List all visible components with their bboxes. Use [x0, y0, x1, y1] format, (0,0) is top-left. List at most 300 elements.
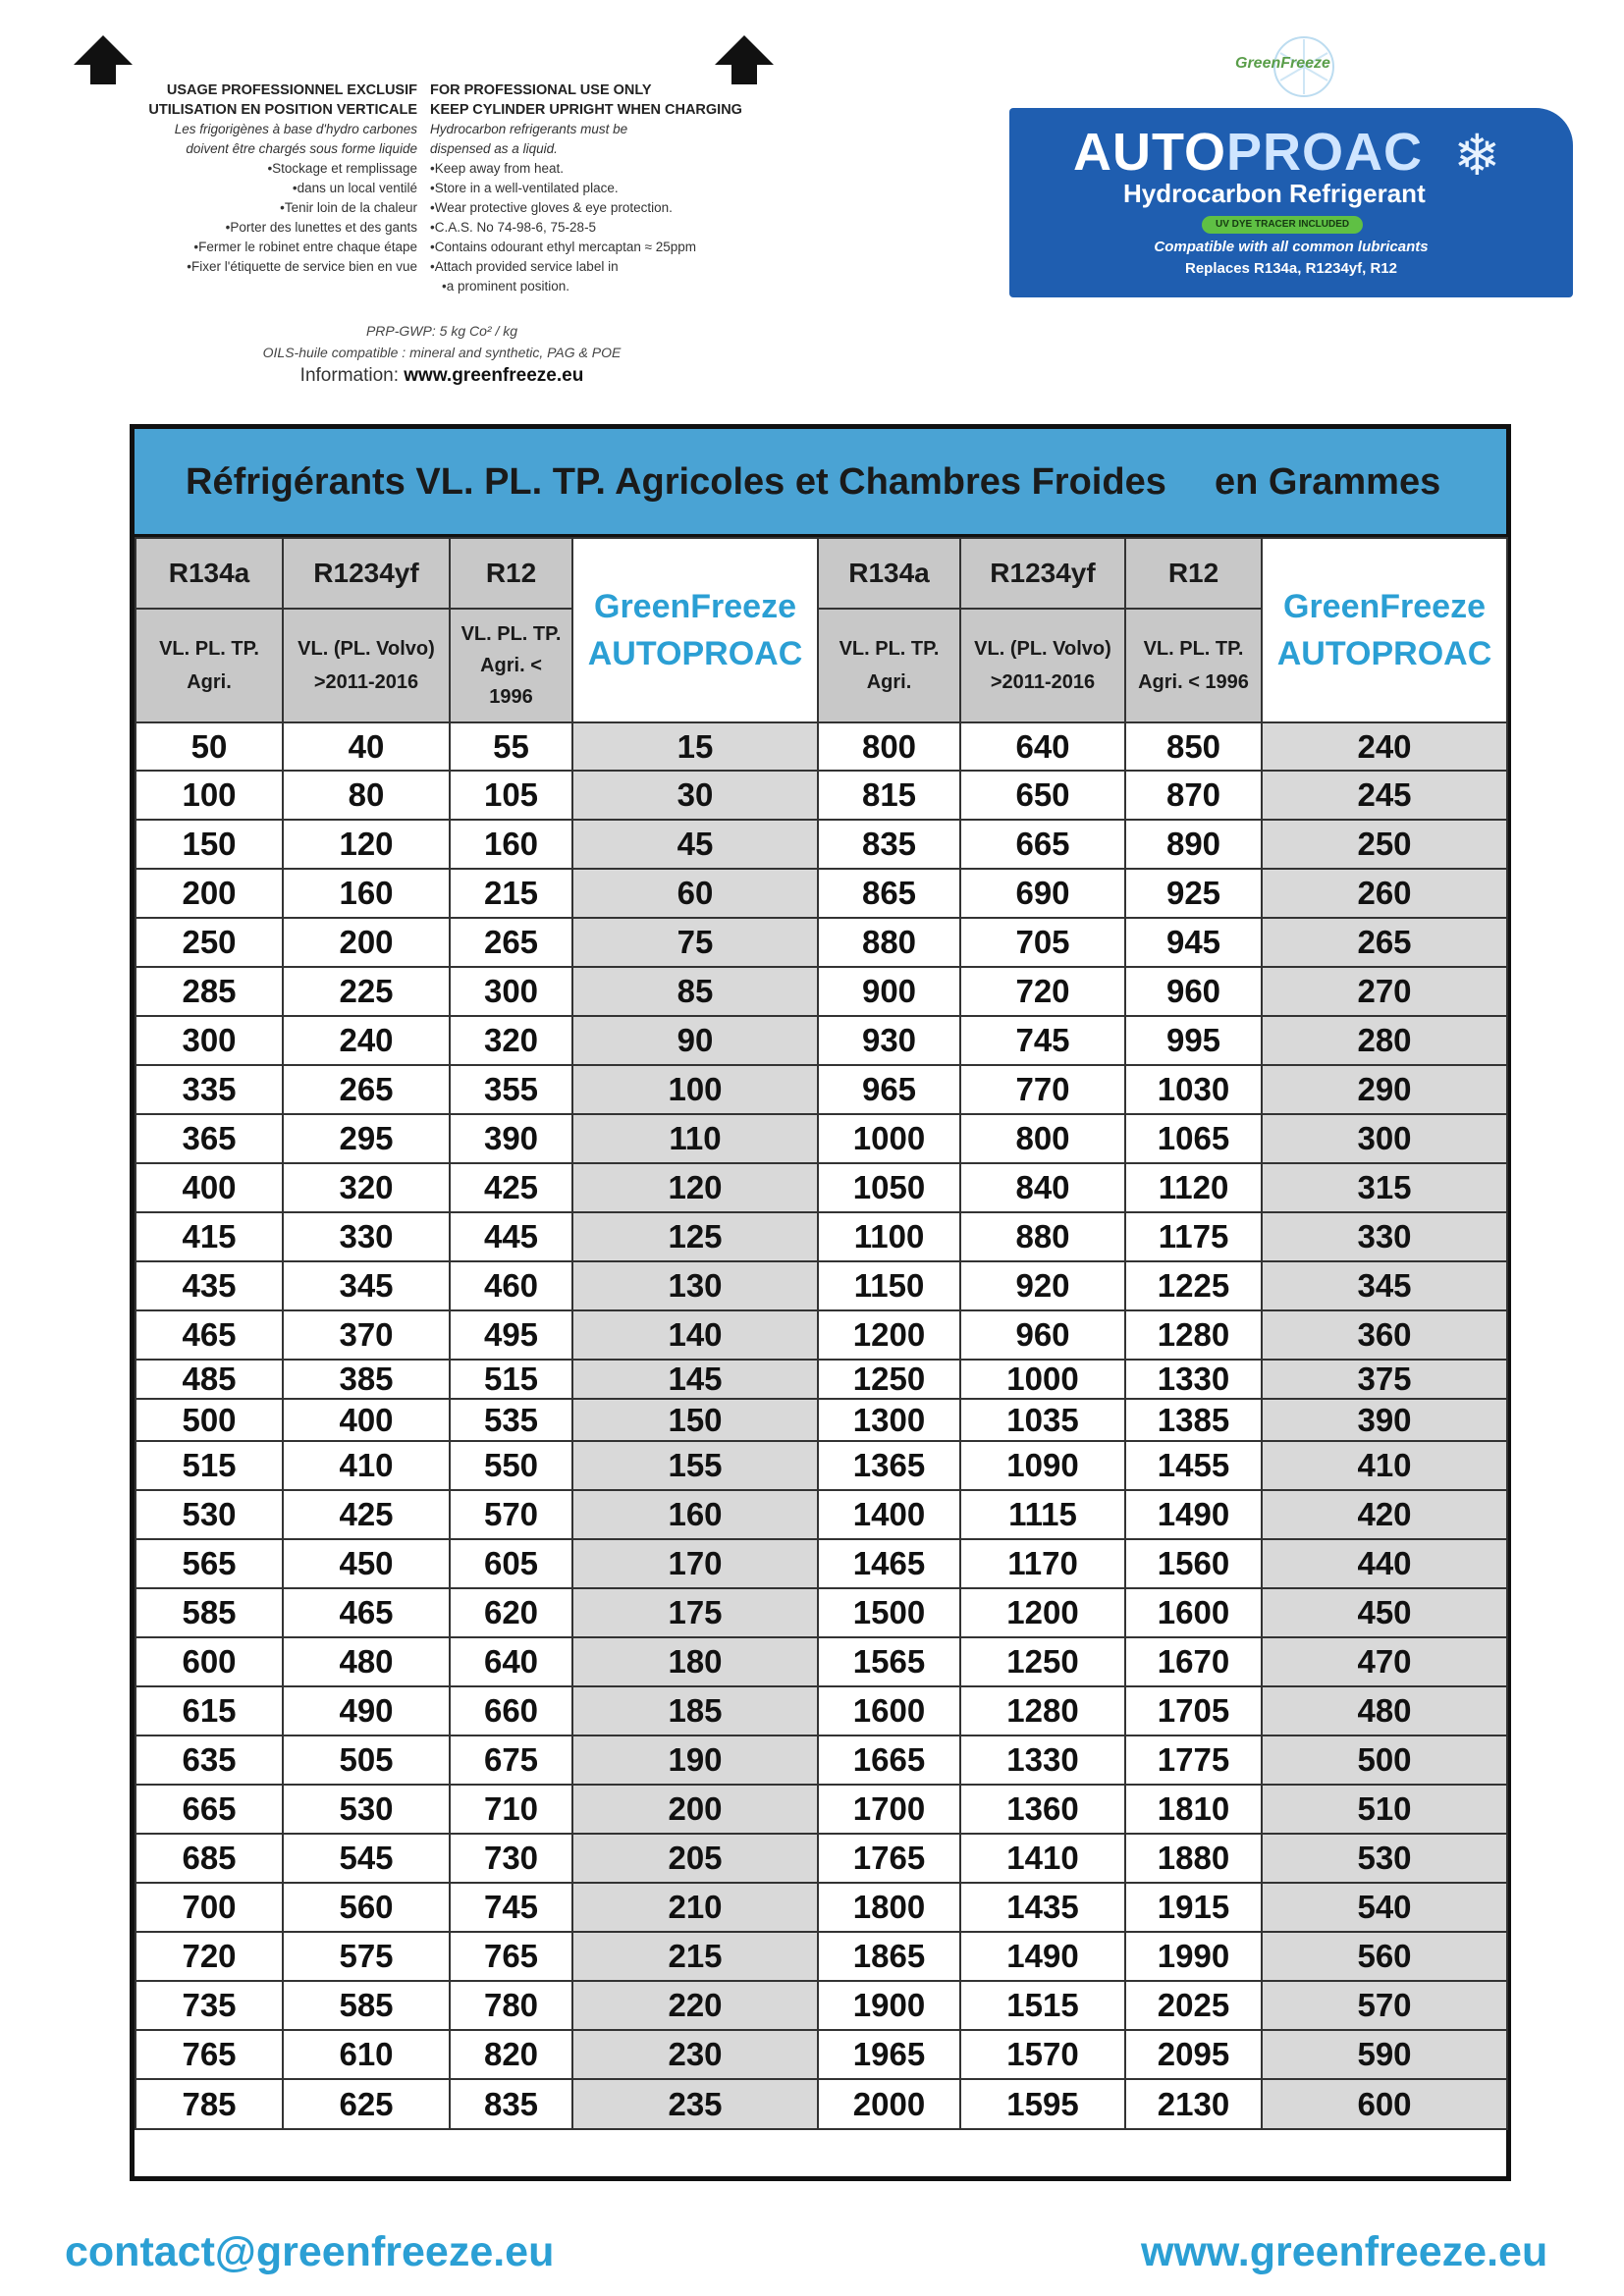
table-cell: 505 — [283, 1735, 450, 1785]
table-cell: 1000 — [960, 1360, 1125, 1399]
usage-header — [960, 609, 1125, 722]
table-cell: 1280 — [1125, 1310, 1262, 1360]
table-cell: 2095 — [1125, 2030, 1262, 2079]
table-cell: 1200 — [960, 1588, 1125, 1637]
table-cell: 120 — [283, 820, 450, 869]
table-cell: 410 — [283, 1441, 450, 1490]
table-cell: 50 — [135, 722, 283, 771]
table-cell: 125 — [572, 1212, 818, 1261]
logo-text: GreenFreeze — [1235, 55, 1330, 72]
table-cell: 285 — [135, 967, 283, 1016]
usage-line: VL. PL. TP. — [839, 638, 940, 660]
table-row — [135, 1686, 1507, 1735]
table-cell: 1595 — [960, 2079, 1125, 2129]
en-bullet: • C.A.S. No 74-98-6, 75-28-5 — [430, 218, 784, 238]
usage-line: VL. PL. TP. — [460, 623, 562, 645]
table-cell: 425 — [283, 1490, 450, 1539]
fr-intro-2: doivent être chargés sous forme liquide — [186, 141, 417, 156]
table-cell: 2025 — [1125, 1981, 1262, 2030]
table-cell: 820 — [450, 2030, 572, 2079]
table-row — [135, 1360, 1507, 1399]
table-row — [135, 2030, 1507, 2079]
table-cell: 1990 — [1125, 1932, 1262, 1981]
table-cell: 605 — [450, 1539, 572, 1588]
usage-header — [450, 609, 572, 722]
table-title-unit: en Grammes — [1215, 461, 1441, 503]
table-cell: 1700 — [818, 1785, 960, 1834]
table-cell: 570 — [1262, 1981, 1507, 2030]
table-cell: 1360 — [960, 1785, 1125, 1834]
column-header: R1234yf — [283, 538, 450, 609]
table-cell: 250 — [1262, 820, 1507, 869]
table-row — [135, 1310, 1507, 1360]
label-english-column — [430, 80, 784, 296]
table-cell: 930 — [818, 1016, 960, 1065]
table-cell: 420 — [1262, 1490, 1507, 1539]
prp-gwp-note — [196, 320, 687, 363]
column-header: R12 — [1125, 538, 1262, 609]
table-cell: 1490 — [960, 1932, 1125, 1981]
fr-bullet-list — [98, 159, 417, 277]
table-row — [135, 1932, 1507, 1981]
table-cell: 60 — [572, 869, 818, 918]
table-cell: 1800 — [818, 1883, 960, 1932]
en-bullet-continued: • a prominent position. — [430, 277, 784, 296]
table-cell: 530 — [283, 1785, 450, 1834]
fr-bullet: • Fixer l'étiquette de service bien en vue — [98, 257, 417, 277]
table-row — [135, 1114, 1507, 1163]
table-cell: 40 — [283, 722, 450, 771]
table-cell: 210 — [572, 1883, 818, 1932]
table-cell: 1300 — [818, 1399, 960, 1441]
table-cell: 850 — [1125, 722, 1262, 771]
table-cell: 2130 — [1125, 2079, 1262, 2129]
table-cell: 700 — [135, 1883, 283, 1932]
table-cell: 355 — [450, 1065, 572, 1114]
table-cell: 55 — [450, 722, 572, 771]
table-row — [135, 1016, 1507, 1065]
table-cell: 215 — [572, 1932, 818, 1981]
usage-line: Agri. < 1996 — [1138, 671, 1249, 693]
table-cell: 1455 — [1125, 1441, 1262, 1490]
table-cell: 1900 — [818, 1981, 960, 2030]
table-cell: 330 — [1262, 1212, 1507, 1261]
column-header: R12 — [450, 538, 572, 609]
table-cell: 105 — [450, 771, 572, 820]
table-row — [135, 1163, 1507, 1212]
info-url: www.greenfreeze.eu — [404, 365, 584, 386]
table-cell: 290 — [1262, 1065, 1507, 1114]
table-cell: 100 — [135, 771, 283, 820]
column-header: R1234yf — [960, 538, 1125, 609]
table-cell: 300 — [1262, 1114, 1507, 1163]
charge-table — [135, 537, 1508, 2130]
table-cell: 1705 — [1125, 1686, 1262, 1735]
table-cell: 1810 — [1125, 1785, 1262, 1834]
fr-bullet: • Stockage et remplissage — [98, 159, 417, 179]
table-row — [135, 918, 1507, 967]
table-cell: 390 — [450, 1114, 572, 1163]
table-cell: 735 — [135, 1981, 283, 2030]
table-cell: 530 — [1262, 1834, 1507, 1883]
table-cell: 190 — [572, 1735, 818, 1785]
table-cell: 295 — [283, 1114, 450, 1163]
table-cell: 345 — [283, 1261, 450, 1310]
table-cell: 160 — [572, 1490, 818, 1539]
table-row — [135, 1212, 1507, 1261]
table-cell: 1965 — [818, 2030, 960, 2079]
table-row — [135, 1399, 1507, 1441]
table-cell: 575 — [283, 1932, 450, 1981]
table-cell: 785 — [135, 2079, 283, 2129]
table-cell: 80 — [283, 771, 450, 820]
table-cell: 1120 — [1125, 1163, 1262, 1212]
table-cell: 1565 — [818, 1637, 960, 1686]
table-cell: 650 — [960, 771, 1125, 820]
table-cell: 185 — [572, 1686, 818, 1735]
table-row — [135, 1785, 1507, 1834]
fr-bullet: • Tenir loin de la chaleur — [98, 198, 417, 218]
table-cell: 400 — [283, 1399, 450, 1441]
fr-bullet: • Fermer le robinet entre chaque étape — [98, 238, 417, 257]
table-cell: 180 — [572, 1637, 818, 1686]
table-row — [135, 1834, 1507, 1883]
table-cell: 1200 — [818, 1310, 960, 1360]
uv-dye-pill: UV DYE TRACER INCLUDED — [1202, 216, 1363, 234]
table-cell: 1410 — [960, 1834, 1125, 1883]
table-cell: 120 — [572, 1163, 818, 1212]
table-cell: 640 — [450, 1637, 572, 1686]
autoproac-column-header — [1262, 538, 1507, 722]
table-cell: 1250 — [960, 1637, 1125, 1686]
table-cell: 225 — [283, 967, 450, 1016]
table-cell: 510 — [1262, 1785, 1507, 1834]
table-cell: 280 — [1262, 1016, 1507, 1065]
table-cell: 535 — [450, 1399, 572, 1441]
table-cell: 1600 — [1125, 1588, 1262, 1637]
table-cell: 960 — [1125, 967, 1262, 1016]
table-cell: 175 — [572, 1588, 818, 1637]
table-cell: 1600 — [818, 1686, 960, 1735]
table-cell: 460 — [450, 1261, 572, 1310]
table-cell: 450 — [283, 1539, 450, 1588]
table-cell: 200 — [135, 869, 283, 918]
table-row — [135, 1065, 1507, 1114]
table-cell: 1385 — [1125, 1399, 1262, 1441]
table-cell: 835 — [450, 2079, 572, 2129]
table-cell: 640 — [960, 722, 1125, 771]
table-cell: 745 — [450, 1883, 572, 1932]
table-cell: 600 — [135, 1637, 283, 1686]
badge-compat-text: Compatible with all common lubricants — [1154, 239, 1429, 255]
usage-line: >2011-2016 — [990, 671, 1096, 693]
table-cell: 425 — [450, 1163, 572, 1212]
contact-email[interactable]: contact@greenfreeze.eu — [65, 2228, 555, 2275]
table-cell: 240 — [1262, 722, 1507, 771]
prp-text: PRP-GWP: 5 kg Co² / kg — [365, 323, 518, 339]
table-cell: 515 — [450, 1360, 572, 1399]
badge-replaces-text: Replaces R134a, R1234yf, R12 — [1185, 260, 1397, 277]
table-cell: 945 — [1125, 918, 1262, 967]
table-cell: 265 — [283, 1065, 450, 1114]
gas-header-row — [135, 538, 1507, 609]
table-cell: 800 — [818, 722, 960, 771]
table-cell: 1000 — [818, 1114, 960, 1163]
table-row — [135, 1637, 1507, 1686]
table-cell: 690 — [960, 869, 1125, 918]
table-cell: 480 — [1262, 1686, 1507, 1735]
table-cell: 1915 — [1125, 1883, 1262, 1932]
table-cell: 1115 — [960, 1490, 1125, 1539]
table-cell: 375 — [1262, 1360, 1507, 1399]
table-cell: 235 — [572, 2079, 818, 2129]
table-cell: 730 — [450, 1834, 572, 1883]
table-cell: 720 — [960, 967, 1125, 1016]
usage-line: Agri. — [187, 671, 232, 693]
table-cell: 15 — [572, 722, 818, 771]
table-cell: 1670 — [1125, 1637, 1262, 1686]
table-cell: 960 — [960, 1310, 1125, 1360]
table-cell: 1225 — [1125, 1261, 1262, 1310]
table-cell: 1175 — [1125, 1212, 1262, 1261]
table-cell: 360 — [1262, 1310, 1507, 1360]
fr-heading-1: USAGE PROFESSIONNEL EXCLUSIF — [166, 82, 417, 98]
table-cell: 1500 — [818, 1588, 960, 1637]
autoproac-badge — [1009, 108, 1573, 297]
table-cell: 995 — [1125, 1016, 1262, 1065]
table-cell: 200 — [283, 918, 450, 967]
table-cell: 1250 — [818, 1360, 960, 1399]
table-cell: 75 — [572, 918, 818, 967]
table-row — [135, 771, 1507, 820]
website-link[interactable]: www.greenfreeze.eu — [1141, 2228, 1548, 2275]
table-cell: 1665 — [818, 1735, 960, 1785]
table-cell: 1100 — [818, 1212, 960, 1261]
table-cell: 320 — [283, 1163, 450, 1212]
table-cell: 665 — [135, 1785, 283, 1834]
table-cell: 500 — [135, 1399, 283, 1441]
table-cell: 2000 — [818, 2079, 960, 2129]
table-cell: 840 — [960, 1163, 1125, 1212]
greenfreeze-logo — [1206, 27, 1373, 106]
table-cell: 320 — [450, 1016, 572, 1065]
table-cell: 435 — [135, 1261, 283, 1310]
table-cell: 1435 — [960, 1883, 1125, 1932]
table-cell: 1400 — [818, 1490, 960, 1539]
table-cell: 765 — [135, 2030, 283, 2079]
table-row — [135, 1588, 1507, 1637]
table-cell: 300 — [135, 1016, 283, 1065]
table-cell: 710 — [450, 1785, 572, 1834]
usage-header — [135, 609, 283, 722]
table-cell: 660 — [450, 1686, 572, 1735]
snowflake-icon: ❄ — [1453, 124, 1501, 187]
table-cell: 315 — [1262, 1163, 1507, 1212]
fr-bullet: • Porter des lunettes et des gants — [98, 218, 417, 238]
table-cell: 1280 — [960, 1686, 1125, 1735]
table-cell: 400 — [135, 1163, 283, 1212]
table-cell: 1365 — [818, 1441, 960, 1490]
label-french-column — [98, 80, 417, 277]
table-cell: 30 — [572, 771, 818, 820]
table-cell: 620 — [450, 1588, 572, 1637]
table-cell: 745 — [960, 1016, 1125, 1065]
table-cell: 1865 — [818, 1932, 960, 1981]
table-cell: 150 — [572, 1399, 818, 1441]
table-cell: 250 — [135, 918, 283, 967]
table-cell: 800 — [960, 1114, 1125, 1163]
table-cell: 160 — [450, 820, 572, 869]
table-cell: 880 — [818, 918, 960, 967]
table-cell: 585 — [135, 1588, 283, 1637]
table-cell: 260 — [1262, 869, 1507, 918]
table-cell: 615 — [135, 1686, 283, 1735]
table-cell: 1570 — [960, 2030, 1125, 2079]
table-row — [135, 820, 1507, 869]
usage-line: VL. PL. TP. — [1143, 638, 1244, 660]
oils-text: OILS-huile compatible : mineral and synthetic, PAG & POE — [262, 345, 622, 360]
table-cell: 550 — [450, 1441, 572, 1490]
refrigerant-table — [130, 424, 1511, 2181]
table-cell: 445 — [450, 1212, 572, 1261]
table-cell: 1880 — [1125, 1834, 1262, 1883]
table-cell: 265 — [450, 918, 572, 967]
table-cell: 200 — [572, 1785, 818, 1834]
fr-bullet-continued: • dans un local ventilé — [98, 179, 417, 198]
en-heading-1: FOR PROFESSIONAL USE ONLY — [430, 82, 652, 98]
table-cell: 530 — [135, 1490, 283, 1539]
table-cell: 705 — [960, 918, 1125, 967]
table-cell: 865 — [818, 869, 960, 918]
badge-title-light: PROAC — [1226, 123, 1424, 182]
table-cell: 265 — [1262, 918, 1507, 967]
table-row — [135, 869, 1507, 918]
table-cell: 665 — [960, 820, 1125, 869]
table-cell: 925 — [1125, 869, 1262, 918]
table-title-bar — [135, 429, 1506, 537]
table-cell: 1090 — [960, 1441, 1125, 1490]
table-cell: 440 — [1262, 1539, 1507, 1588]
usage-line: 1996 — [489, 686, 533, 708]
table-cell: 600 — [1262, 2079, 1507, 2129]
table-cell: 515 — [135, 1441, 283, 1490]
table-cell: 1330 — [960, 1735, 1125, 1785]
fr-intro-1: Les frigorigènes à base d'hydro carbones — [174, 122, 417, 136]
table-cell: 720 — [135, 1932, 283, 1981]
table-cell: 130 — [572, 1261, 818, 1310]
en-intro-2: dispensed as a liquid. — [430, 141, 558, 156]
table-cell: 160 — [283, 869, 450, 918]
brand-header-line: AUTOPROAC — [587, 635, 803, 672]
table-cell: 410 — [1262, 1441, 1507, 1490]
table-cell: 450 — [1262, 1588, 1507, 1637]
info-prefix: Information: — [299, 365, 399, 386]
en-bullet: • Contains odourant ethyl mercaptan ≈ 25ppm — [430, 238, 784, 257]
table-row — [135, 1883, 1507, 1932]
table-cell: 675 — [450, 1735, 572, 1785]
table-cell: 880 — [960, 1212, 1125, 1261]
table-title: Réfrigérants VL. PL. TP. Agricoles et Chambres Froides — [186, 461, 1166, 503]
table-row — [135, 722, 1507, 771]
table-cell: 965 — [818, 1065, 960, 1114]
table-cell: 85 — [572, 967, 818, 1016]
en-intro-1: Hydrocarbon refrigerants must be — [430, 122, 628, 136]
table-cell: 500 — [1262, 1735, 1507, 1785]
table-row — [135, 1539, 1507, 1588]
table-cell: 270 — [1262, 967, 1507, 1016]
table-cell: 470 — [1262, 1637, 1507, 1686]
table-cell: 625 — [283, 2079, 450, 2129]
table-cell: 685 — [135, 1834, 283, 1883]
table-cell: 1050 — [818, 1163, 960, 1212]
table-cell: 1150 — [818, 1261, 960, 1310]
table-cell: 345 — [1262, 1261, 1507, 1310]
table-cell: 140 — [572, 1310, 818, 1360]
table-cell: 890 — [1125, 820, 1262, 869]
table-cell: 245 — [1262, 771, 1507, 820]
table-cell: 765 — [450, 1932, 572, 1981]
table-cell: 1035 — [960, 1399, 1125, 1441]
usage-header — [283, 609, 450, 722]
table-cell: 920 — [960, 1261, 1125, 1310]
table-cell: 170 — [572, 1539, 818, 1588]
usage-line: VL. (PL. Volvo) — [974, 638, 1111, 660]
column-header: R134a — [818, 538, 960, 609]
table-row — [135, 1261, 1507, 1310]
table-cell: 465 — [135, 1310, 283, 1360]
table-cell: 145 — [572, 1360, 818, 1399]
badge-title-bold: AUTO — [1073, 123, 1227, 182]
table-cell: 565 — [135, 1539, 283, 1588]
autoproac-column-header — [572, 538, 818, 722]
table-cell: 495 — [450, 1310, 572, 1360]
table-cell: 870 — [1125, 771, 1262, 820]
table-cell: 370 — [283, 1310, 450, 1360]
en-bullet: • Keep away from heat. — [430, 159, 784, 179]
brand-header-line: GreenFreeze — [594, 588, 796, 625]
table-cell: 1490 — [1125, 1490, 1262, 1539]
table-row — [135, 2079, 1507, 2129]
fr-heading-2: UTILISATION EN POSITION VERTICALE — [148, 102, 417, 118]
table-cell: 100 — [572, 1065, 818, 1114]
table-cell: 590 — [1262, 2030, 1507, 2079]
table-row — [135, 1981, 1507, 2030]
information-line — [196, 365, 687, 387]
table-cell: 780 — [450, 1981, 572, 2030]
table-cell: 300 — [450, 967, 572, 1016]
table-cell: 385 — [283, 1360, 450, 1399]
table-body — [135, 722, 1507, 2129]
table-cell: 545 — [283, 1834, 450, 1883]
table-cell: 1030 — [1125, 1065, 1262, 1114]
table-cell: 155 — [572, 1441, 818, 1490]
table-cell: 900 — [818, 967, 960, 1016]
table-row — [135, 1490, 1507, 1539]
table-cell: 635 — [135, 1735, 283, 1785]
table-cell: 570 — [450, 1490, 572, 1539]
column-header: R134a — [135, 538, 283, 609]
table-cell: 335 — [135, 1065, 283, 1114]
table-row — [135, 967, 1507, 1016]
en-bullet: • Wear protective gloves & eye protection. — [430, 198, 784, 218]
table-cell: 110 — [572, 1114, 818, 1163]
usage-line: Agri. — [866, 671, 912, 693]
table-cell: 1775 — [1125, 1735, 1262, 1785]
table-row — [135, 1441, 1507, 1490]
table-cell: 490 — [283, 1686, 450, 1735]
table-cell: 1560 — [1125, 1539, 1262, 1588]
en-heading-2: KEEP CYLINDER UPRIGHT WHEN CHARGING — [430, 102, 742, 118]
